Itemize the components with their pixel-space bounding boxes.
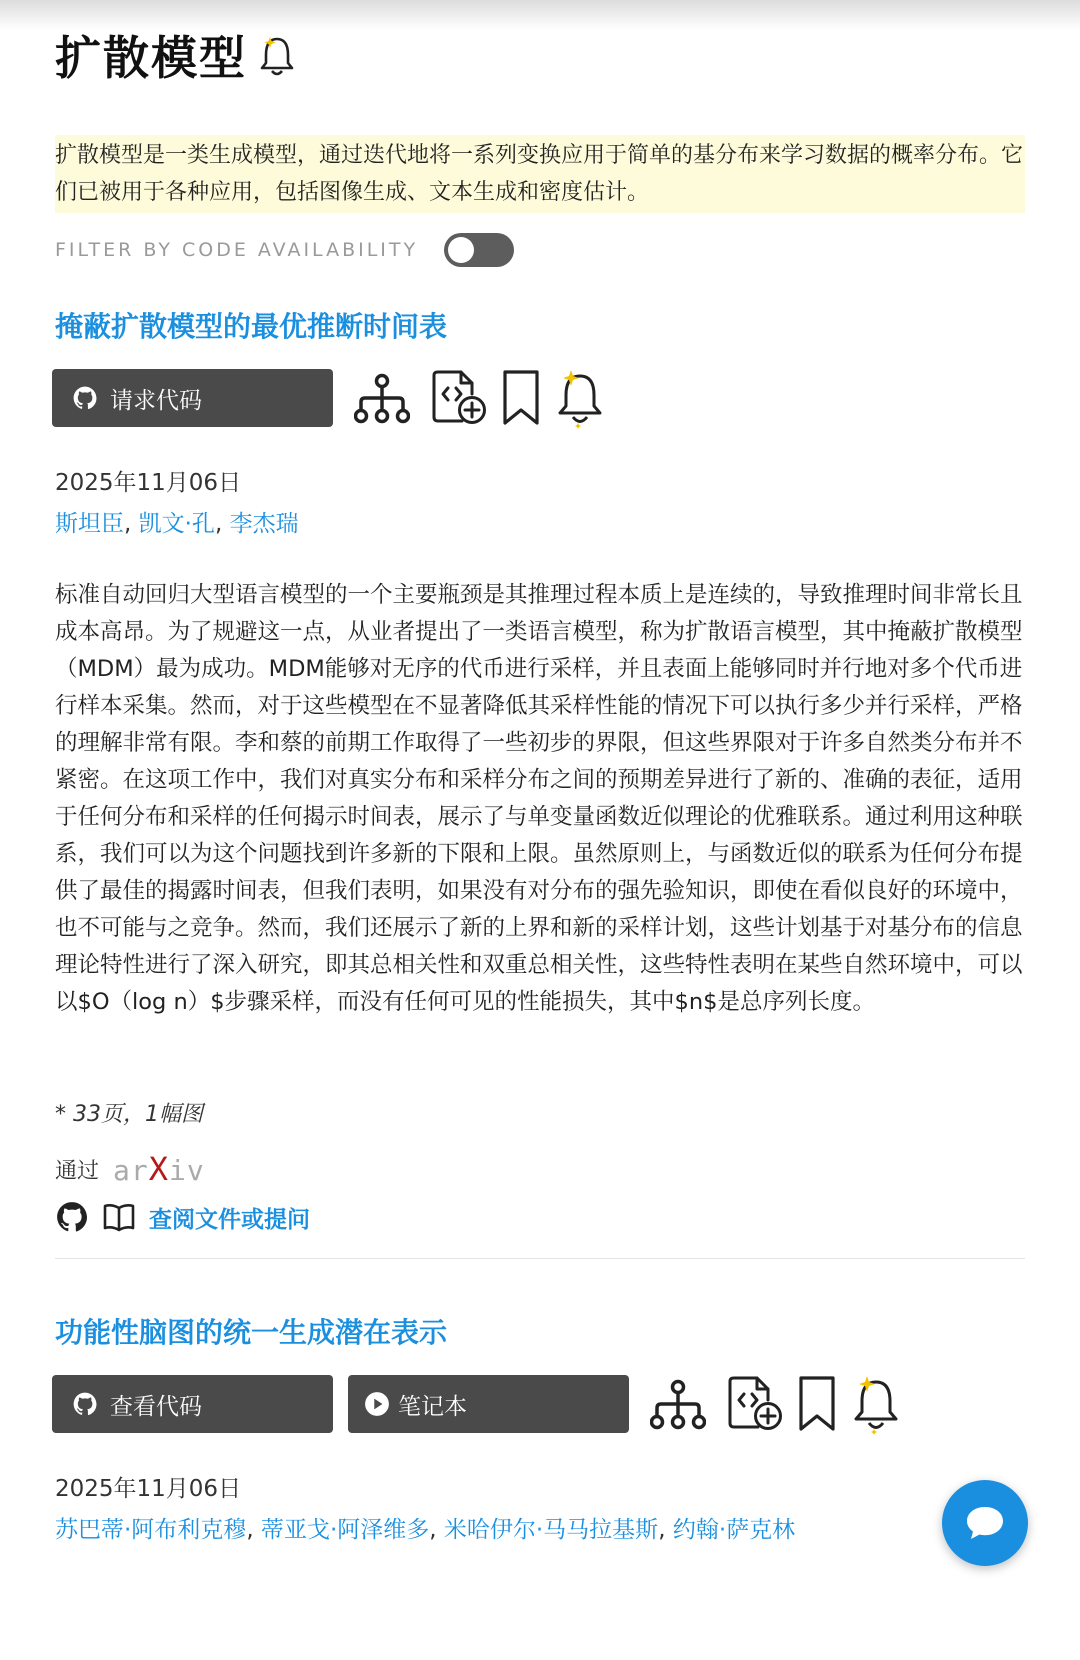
- publish-date: 2025年11月06日: [55, 470, 242, 496]
- page-count-note: * 33页，1幅图: [55, 1102, 203, 1127]
- author-link[interactable]: 米哈伊尔·马马拉基斯: [443, 1517, 659, 1543]
- source-row: [55, 1150, 205, 1188]
- github-icon: [72, 385, 98, 411]
- bookmark-icon[interactable]: [502, 370, 540, 426]
- paper-title[interactable]: 掩蔽扩散模型的最优推断时间表: [55, 310, 448, 343]
- topic-summary: 扩散模型是一类生成模型，通过迭代地将一系列变换应用于简单的基分布来学习数据的概率分布。它们已被用于各种应用，包括图像生成、文本生成和密度估计。: [55, 135, 1025, 213]
- hierarchy-icon[interactable]: [650, 1378, 706, 1432]
- book-icon[interactable]: [103, 1202, 135, 1232]
- author-link[interactable]: 凯文·孔: [138, 511, 215, 537]
- publish-date: 2025年11月06日: [55, 1476, 242, 1502]
- bell-sparkle-icon[interactable]: [555, 368, 605, 430]
- author-link[interactable]: 李杰瑞: [229, 511, 299, 537]
- paper-links: [55, 1200, 310, 1234]
- via-label: 通过: [55, 1158, 100, 1184]
- author-link[interactable]: 蒂亚戈·阿泽维多: [260, 1517, 430, 1543]
- author-link[interactable]: 苏巴蒂·阿布利克穆: [55, 1517, 247, 1543]
- add-code-file-icon[interactable]: [432, 370, 488, 426]
- chat-button[interactable]: [942, 1480, 1028, 1566]
- ask-paper-link[interactable]: 查阅文件或提问: [149, 1206, 310, 1233]
- add-code-file-icon[interactable]: [728, 1376, 784, 1432]
- notebook-label: 笔记本: [398, 1393, 467, 1420]
- code-filter: [55, 233, 514, 267]
- page-title: 扩散模型: [55, 31, 247, 85]
- notebook-button[interactable]: [348, 1375, 629, 1433]
- arxiv-logo[interactable]: arXiv: [113, 1150, 205, 1188]
- code-availability-toggle[interactable]: [444, 233, 514, 267]
- paper-divider: [55, 1258, 1025, 1259]
- play-circle-icon: [364, 1391, 390, 1417]
- bell-icon[interactable]: [257, 31, 297, 79]
- toggle-knob: [448, 237, 474, 263]
- paper-title[interactable]: 功能性脑图的统一生成潜在表示: [55, 1316, 448, 1349]
- view-code-label: 查看代码: [110, 1393, 202, 1420]
- hierarchy-icon[interactable]: [354, 372, 410, 426]
- request-code-label: 请求代码: [110, 387, 202, 414]
- github-icon[interactable]: [55, 1200, 89, 1234]
- request-code-button[interactable]: [52, 369, 333, 427]
- paper-abstract: 标准自动回归大型语言模型的一个主要瓶颈是其推理过程本质上是连续的，导致推理时间非常长且成本高昂。为了规避这一点，从业者提出了一类语言模型，称为扩散语言模型，其中掩蔽扩散模型（MDM）最为成功。MDM能够对无序的代币进行采样，并且表面上能够同时并行地对多个代币进行样本采集。然而，对于这些模型在不显著降低其采样性能的情况下可以执行多少并行采样，严格的理解非常有限。李和蔡的前期工作取得了一些初步的界限，但这些界限对于许多自然类分布并不紧密。在这项工作中，我们对真实分布和采样分布之间的预期差异进行了新的、准确的表征，适用于任何分布和采样的任何揭示时间表，展示了与单变量函数近似理论的优雅联系。通过利用这种联系，我们可以为这个问题找到许多新的下限和上限。虽然原则上，与函数近似的联系为任何分布提供了最佳的揭露时间表，但我们表明，如果没有对分布的强先验知识，即使在看似良好的环境中，也不可能与之竞争。然而，我们还展示了新的上界和新的采样计划，这些计划基于对基分布的信息理论特性进行了深入研究，即其总相关性和双重总相关性，这些特性表明在某些自然环境中，可以以$O（log n）$步骤采样，而没有任何可见的性能损失，其中$n$是总序列长度。: [55, 582, 1023, 1015]
- author-list: 斯坦臣, 凯文·孔, 李杰瑞: [55, 511, 299, 537]
- bookmark-icon[interactable]: [798, 1376, 836, 1432]
- page-header: [55, 22, 297, 88]
- author-link[interactable]: 约翰·萨克林: [672, 1517, 796, 1543]
- filter-label: FILTER BY CODE AVAILABILITY: [55, 239, 419, 261]
- bell-sparkle-icon[interactable]: [851, 1374, 901, 1436]
- view-code-button[interactable]: [52, 1375, 333, 1433]
- github-icon: [72, 1391, 98, 1417]
- author-link[interactable]: 斯坦臣: [55, 511, 124, 537]
- author-list: 苏巴蒂·阿布利克穆, 蒂亚戈·阿泽维多, 米哈伊尔·马马拉基斯, 约翰·萨克林: [55, 1517, 796, 1543]
- chat-icon: [964, 1504, 1006, 1542]
